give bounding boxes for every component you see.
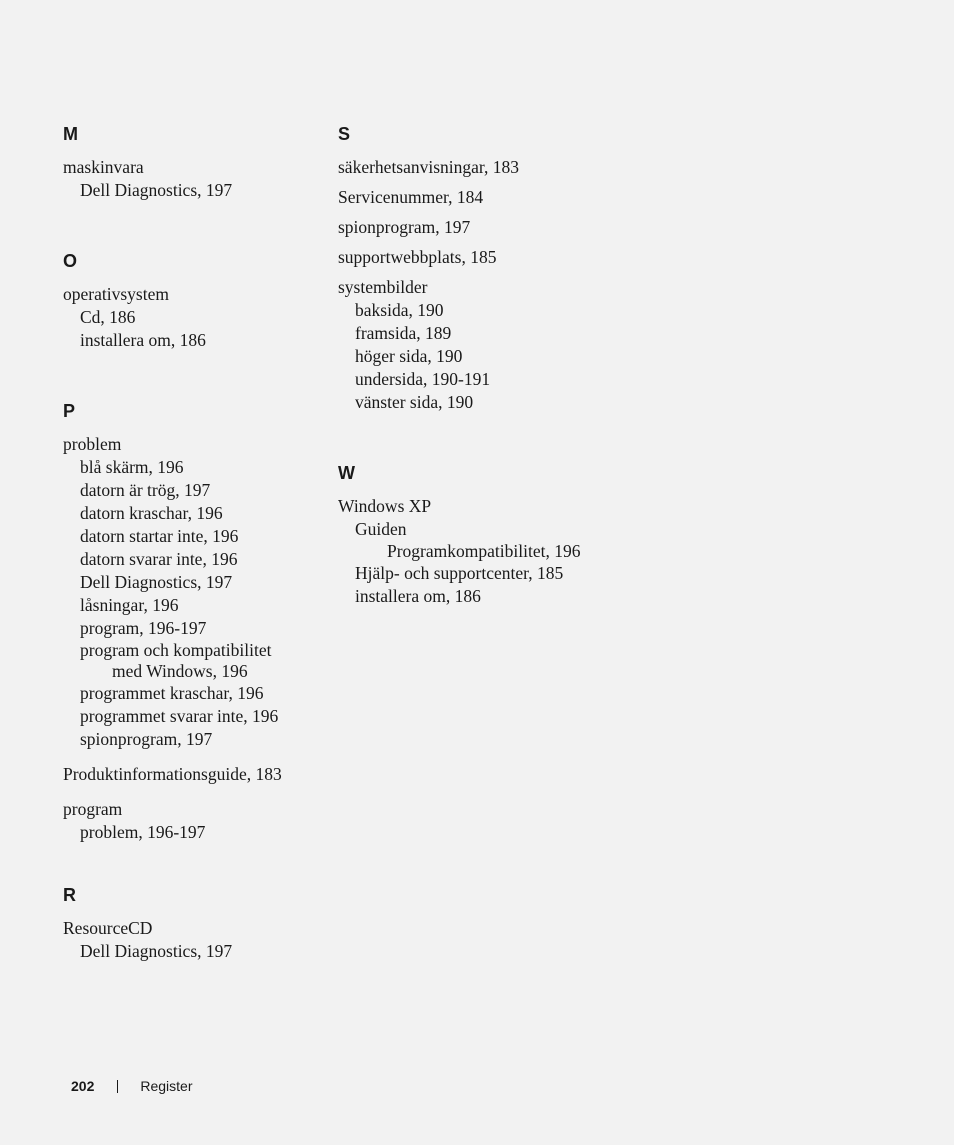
index-term: problem (63, 434, 122, 454)
index-term: Servicenummer, 184 (338, 187, 484, 207)
footer-separator (117, 1080, 118, 1093)
index-entry (63, 156, 323, 202)
index-term: program (63, 799, 123, 819)
index-subterm: problem, 196-197 (80, 822, 206, 842)
index-term: ResourceCD (63, 918, 153, 938)
index-entry (63, 917, 323, 963)
index-subterm: datorn startar inte, 196 (80, 526, 239, 546)
index-term: spionprogram, 197 (338, 217, 471, 237)
index-subterm: Dell Diagnostics, 197 (80, 180, 233, 200)
section-letter: P (63, 401, 76, 421)
index-subterm: baksida, 190 (355, 300, 444, 320)
index-entries (338, 156, 638, 414)
index-entries (63, 156, 323, 202)
index-subterm: datorn svarar inte, 196 (80, 549, 238, 569)
index-subterm: Dell Diagnostics, 197 (80, 941, 233, 961)
index-subterm: spionprogram, 197 (80, 729, 213, 749)
index-subterm: Hjälp- och supportcenter, 185 (355, 563, 564, 583)
index-entries (63, 917, 323, 963)
section-letter: M (63, 124, 78, 144)
index-entries (63, 433, 323, 844)
index-term: maskinvara (63, 157, 144, 177)
index-term: säkerhetsanvisningar, 183 (338, 157, 520, 177)
index-section-o (63, 251, 323, 352)
index-entry (338, 495, 638, 608)
index-entry (63, 798, 323, 844)
index-subterm: programmet svarar inte, 196 (80, 706, 279, 726)
index-subterm: installera om, 186 (355, 586, 481, 606)
section-letter: S (338, 124, 351, 144)
index-section-p (63, 401, 323, 844)
index-term: supportwebbplats, 185 (338, 247, 497, 267)
index-subterm: program, 196-197 (80, 618, 207, 638)
index-term: Produktinformationsguide, 183 (63, 764, 282, 784)
index-subterm: Cd, 186 (80, 307, 136, 327)
index-entry (338, 156, 638, 179)
footer-section-title: Register (140, 1078, 193, 1094)
section-letter: W (338, 463, 355, 483)
index-entry (63, 283, 323, 352)
index-term: Windows XP (338, 496, 432, 516)
index-entry (63, 763, 323, 786)
index-entry (338, 276, 638, 414)
section-letter: O (63, 251, 78, 271)
page-number: 202 (71, 1078, 95, 1094)
index-subterm: datorn är trög, 197 (80, 480, 211, 500)
index-subterm-continuation: med Windows, 196 (112, 661, 248, 681)
index-subterm: blå skärm, 196 (80, 457, 184, 477)
index-section-m (63, 124, 323, 202)
index-term: systembilder (338, 277, 428, 297)
index-entry (338, 186, 638, 209)
index-subterm: höger sida, 190 (355, 346, 463, 366)
index-subterm: vänster sida, 190 (355, 392, 474, 412)
index-section-w (338, 463, 638, 608)
section-letter: R (63, 885, 76, 905)
index-entries (63, 283, 323, 352)
index-entry (338, 246, 638, 269)
index-subterm: program och kompatibilitet (80, 640, 272, 660)
index-subterm: Dell Diagnostics, 197 (80, 572, 233, 592)
index-term: operativsystem (63, 284, 169, 304)
index-subterm: framsida, 189 (355, 323, 452, 343)
index-subterm: låsningar, 196 (80, 595, 179, 615)
index-section-r (63, 885, 323, 963)
index-subterm: datorn kraschar, 196 (80, 503, 223, 523)
index-subterm: programmet kraschar, 196 (80, 683, 264, 703)
index-section-s (338, 124, 638, 414)
index-subterm: undersida, 190-191 (355, 369, 491, 389)
index-subterm: Guiden (355, 519, 407, 539)
index-subterm: installera om, 186 (80, 330, 206, 350)
index-subsubterm: Programkompatibilitet, 196 (387, 541, 581, 561)
index-entries (338, 495, 638, 608)
index-entry (338, 216, 638, 239)
page-footer (71, 1076, 193, 1096)
index-entry (63, 433, 323, 751)
